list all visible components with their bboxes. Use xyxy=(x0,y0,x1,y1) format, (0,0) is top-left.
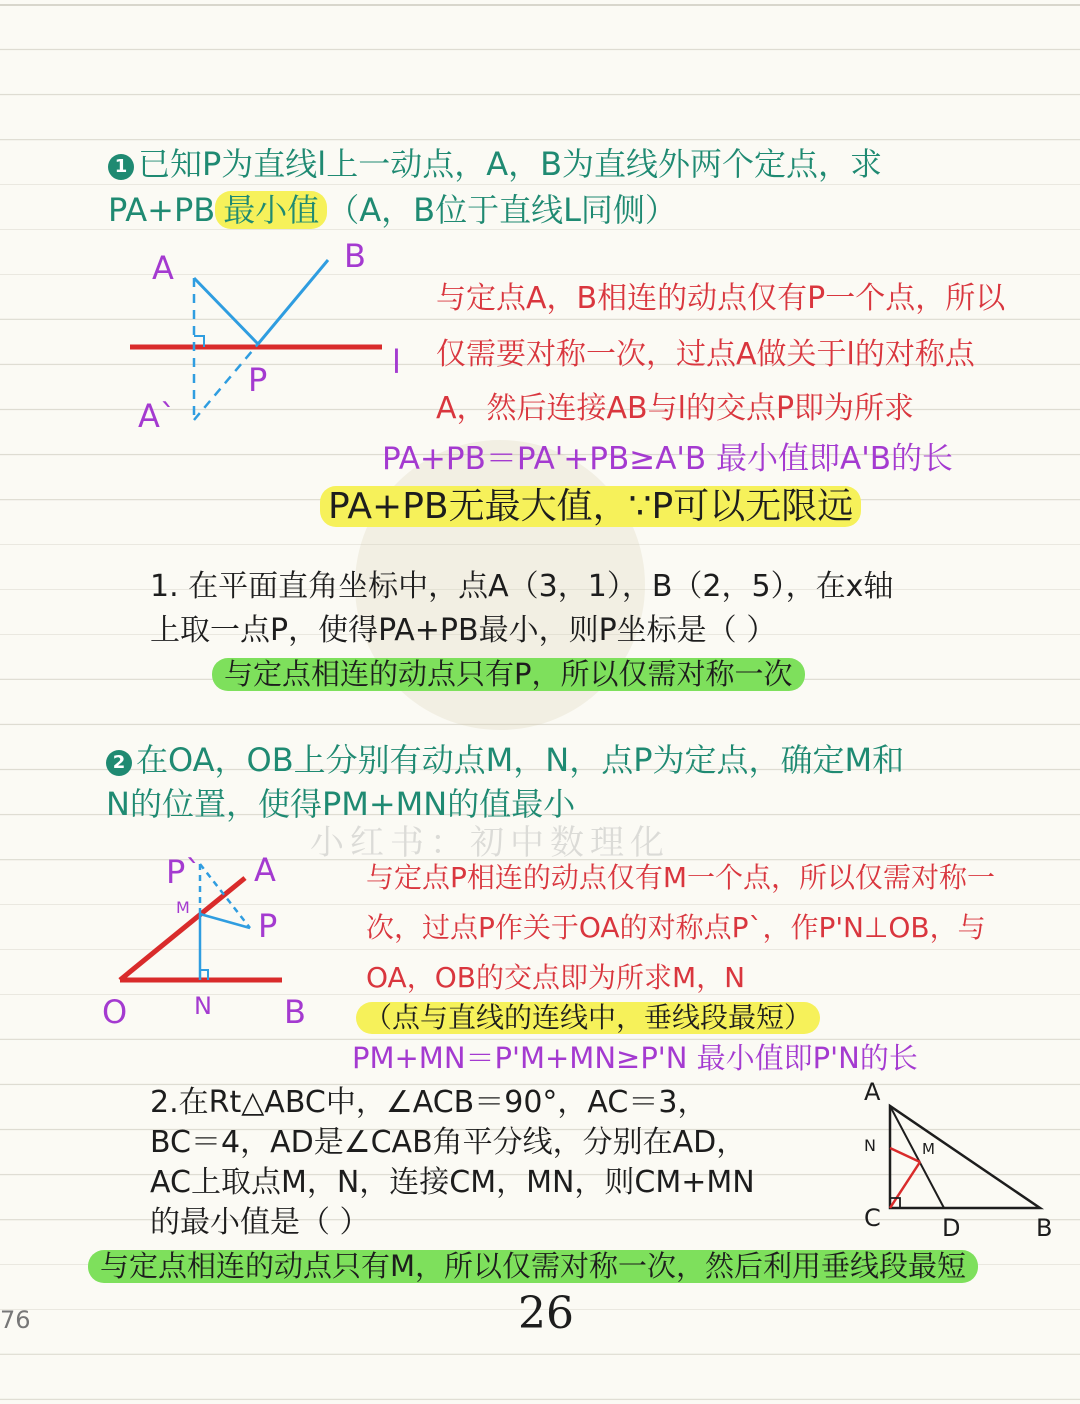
label-A2: A xyxy=(254,851,276,889)
bisector-AD xyxy=(890,1106,944,1208)
label-P2: P xyxy=(258,907,278,945)
tri-label-M: M xyxy=(922,1140,935,1158)
segment-PB xyxy=(258,260,328,344)
top-rule xyxy=(0,4,1080,6)
section2-explain-line3: OA，OB的交点即为所求M，N xyxy=(366,961,746,994)
section1-number-badge: 1 xyxy=(108,154,134,180)
section1-formula: PA+PB＝PA'+PB≥A'B 最小值即A'B的长 xyxy=(382,441,954,477)
triangle-ABC xyxy=(890,1106,1040,1208)
tri-label-N: N xyxy=(864,1136,876,1155)
tri-label-B: B xyxy=(1036,1214,1053,1242)
tri-label-A: A xyxy=(864,1078,881,1106)
label-l: l xyxy=(392,343,401,381)
label-P: P xyxy=(248,361,268,399)
label-B2: B xyxy=(284,993,306,1031)
tri-label-D: D xyxy=(942,1214,961,1242)
section1-line1-text: 已知P为直线l上一动点，A，B为直线外两个定点，求 xyxy=(138,145,883,183)
segment-AP xyxy=(194,278,258,344)
problem2-triangle-figure xyxy=(880,1096,1050,1216)
section1-highlight-min: 最小值 xyxy=(215,191,327,229)
section1-explain-line1: 与定点A，B相连的动点仅有P一个点，所以 xyxy=(436,281,1006,316)
section1-title-line1 xyxy=(108,146,882,183)
section1-line2-end: （A，B位于直线L同侧） xyxy=(327,191,677,229)
problem1-line2: 上取一点P，使得PA+PB最小，则P坐标是（ ） xyxy=(150,613,777,648)
section1-explain-line2: 仅需要对称一次，过点A做关于l的对称点 xyxy=(436,337,975,372)
problem2-line2: BC＝4，AD是∠CAB角平分线，分别在AD， xyxy=(150,1125,747,1160)
problem1-hint: 与定点相连的动点只有P，所以仅需对称一次 xyxy=(212,658,805,691)
section2-title-line1 xyxy=(106,742,904,779)
label-P-prime: P` xyxy=(166,853,202,891)
problem1-line1: 1. 在平面直角坐标中，点A（3，1），B（2，5），在x轴 xyxy=(150,569,894,604)
section2-explain-line1: 与定点P相连的动点仅有M一个点，所以仅需对称一 xyxy=(366,861,996,894)
section2-explain-line2: 次，过点P作关于OA的对称点P`，作P'N⊥OB，与 xyxy=(366,911,986,944)
ray-OA xyxy=(120,878,245,980)
side-page-number: 76 xyxy=(0,1306,31,1334)
problem2-line3: AC上取点M，N，连接CM，MN，则CM+MN xyxy=(150,1165,755,1200)
label-B: B xyxy=(344,237,366,275)
section1-line2-start: PA+PB xyxy=(108,191,216,229)
section2-perpendicular-note: （点与直线的连线中，垂线段最短） xyxy=(356,1002,820,1034)
page-number: 26 xyxy=(518,1288,574,1339)
problem2-line4: 的最小值是（ ） xyxy=(150,1205,370,1240)
tri-label-C: C xyxy=(864,1204,881,1232)
problem2-hint: 与定点相连的动点只有M，所以仅需对称一次，然后利用垂线段最短 xyxy=(88,1250,978,1283)
section2-number-badge: 2 xyxy=(106,750,132,776)
section2-line1-text: 在OA，OB上分别有动点M，N，点P为定点，确定M和 xyxy=(136,741,905,779)
label-M: M xyxy=(176,898,190,917)
label-A: A xyxy=(152,249,174,287)
section2-formula: PM+MN＝P'M+MN≥P'N 最小值即P'N的长 xyxy=(352,1041,918,1075)
segment-MP xyxy=(200,914,250,928)
section1-title-line2 xyxy=(108,192,677,229)
section2-title-line2: N的位置，使得PM+MN的值最小 xyxy=(106,785,576,823)
section1-no-maximum: PA+PB无最大值，∵P可以无限远 xyxy=(320,486,861,527)
label-N: N xyxy=(194,992,212,1020)
label-A-prime: A` xyxy=(138,397,176,435)
problem2-line1: 2.在Rt△ABC中，∠ACB＝90°，AC＝3， xyxy=(150,1085,708,1120)
label-O: O xyxy=(102,993,128,1031)
segment-CM xyxy=(890,1162,920,1208)
section1-explain-line3: A，然后连接AB与l的交点P即为所求 xyxy=(436,391,915,426)
watermark-text: 小红书：初中数理化 xyxy=(310,823,670,863)
